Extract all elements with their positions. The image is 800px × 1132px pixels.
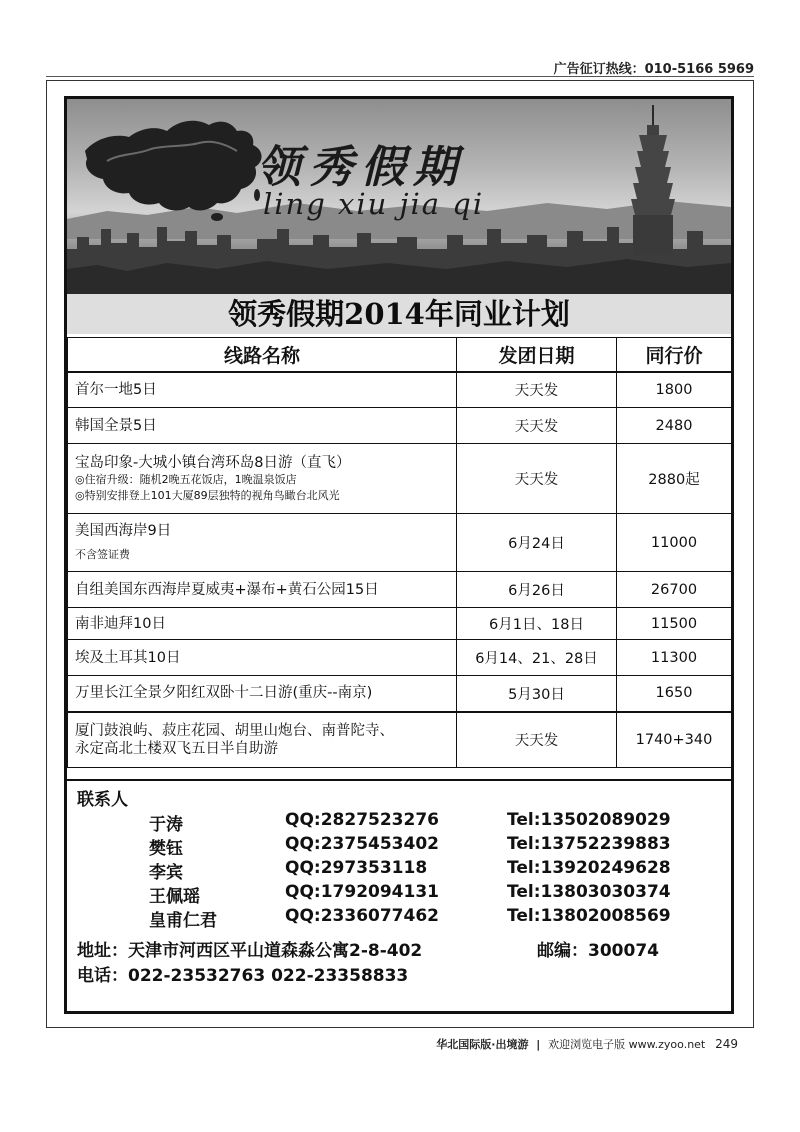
trade-price: 1740+340 <box>617 712 732 768</box>
page-footer <box>436 1036 738 1052</box>
table-row <box>68 640 732 676</box>
table-header-row <box>68 338 732 372</box>
contact-name: 李宾 <box>149 863 183 883</box>
china-map <box>85 121 262 211</box>
route-name: 万里长江全景夕阳红双卧十二日游(重庆--南京) <box>68 676 457 712</box>
route-name: 自组美国东西海岸夏威夷+瀑布+黄石公园15日 <box>68 572 457 608</box>
header-price: 同行价 <box>617 338 732 372</box>
route-name: 宝岛印象-大城小镇台湾环岛8日游（直飞） <box>75 454 351 471</box>
departure-date: 天天发 <box>457 444 617 514</box>
route-name: 南非迪拜10日 <box>68 608 457 640</box>
table-row <box>68 572 732 608</box>
brand-pinyin: ling xiu jia qi <box>263 187 485 221</box>
page-number: 249 <box>715 1037 738 1051</box>
table-row <box>68 408 732 444</box>
table-row <box>68 712 732 768</box>
ad-hotline: 广告征订热线：010-5166 5969 <box>553 62 754 77</box>
header-route: 线路名称 <box>68 338 457 372</box>
contact-zip: 邮编：300074 <box>537 941 659 961</box>
contact-phone: 电话：022-23532763 022-23358833 <box>77 966 409 986</box>
route-cell <box>68 514 457 572</box>
contact-section <box>67 779 731 1011</box>
route-cell <box>68 444 457 514</box>
departure-date: 6月26日 <box>457 572 617 608</box>
contact-tel: Tel:13802008569 <box>507 906 671 926</box>
edition-label: 华北国际版·出境游 <box>436 1038 529 1051</box>
contact-qq: QQ:2336077462 <box>285 906 439 926</box>
contact-title: 联系人 <box>77 790 128 810</box>
contact-tel: Tel:13752239883 <box>507 834 671 854</box>
table-row <box>68 444 732 514</box>
brand-name: 领秀假期 <box>257 142 465 193</box>
trade-price: 11500 <box>617 608 732 640</box>
header-rule <box>46 76 754 77</box>
departure-date: 6月24日 <box>457 514 617 572</box>
departure-date: 天天发 <box>457 372 617 408</box>
departure-date: 6月1日、18日 <box>457 608 617 640</box>
header-date: 发团日期 <box>457 338 617 372</box>
route-name: 韩国全景5日 <box>68 408 457 444</box>
route-note: ◎特别安排登上101大厦89层独特的视角鸟瞰台北风光 <box>75 488 340 502</box>
route-name-continued: 永定高北土楼双飞五日半自助游 <box>75 740 278 757</box>
contact-qq: QQ:2827523276 <box>285 810 439 830</box>
contact-name: 樊钰 <box>149 839 183 859</box>
contact-person <box>67 834 731 858</box>
contact-person <box>67 810 731 834</box>
taipei-101-tower <box>631 105 675 255</box>
departure-date: 天天发 <box>457 408 617 444</box>
contact-person <box>67 906 731 930</box>
advertisement <box>64 96 734 1014</box>
contact-name: 于涛 <box>149 815 183 835</box>
hainan-island <box>211 213 223 221</box>
route-table <box>67 337 732 768</box>
contact-person <box>67 858 731 882</box>
contact-name: 皇甫仁君 <box>149 911 217 931</box>
route-cell <box>68 712 457 768</box>
trade-price: 2880起 <box>617 444 732 514</box>
contact-person <box>67 882 731 906</box>
route-name: 美国西海岸9日 <box>75 522 172 539</box>
table-row <box>68 372 732 408</box>
trade-price: 2480 <box>617 408 732 444</box>
trade-price: 1800 <box>617 372 732 408</box>
contact-qq: QQ:1792094131 <box>285 882 439 902</box>
departure-date: 天天发 <box>457 712 617 768</box>
departure-date: 5月30日 <box>457 676 617 712</box>
trade-price: 1650 <box>617 676 732 712</box>
table-row <box>68 514 732 572</box>
contact-name: 王佩瑶 <box>149 887 200 907</box>
contact-address: 地址：天津市河西区平山道森淼公寓2-8-402 <box>77 941 423 961</box>
table-row <box>68 676 732 712</box>
table-row <box>68 608 732 640</box>
banner <box>67 99 731 294</box>
trade-price: 11000 <box>617 514 732 572</box>
website-link[interactable]: 欢迎浏览电子版 www.zyoo.net <box>548 1038 706 1051</box>
route-note: ◎住宿升级：随机2晚五花饭店，1晚温泉饭店 <box>75 472 297 486</box>
ad-title: 领秀假期2014年同业计划 <box>67 294 731 334</box>
route-name: 埃及土耳其10日 <box>68 640 457 676</box>
contact-qq: QQ:297353118 <box>285 858 428 878</box>
route-name: 厦门鼓浪屿、菽庄花园、胡里山炮台、南普陀寺、 <box>75 722 394 739</box>
trade-price: 11300 <box>617 640 732 676</box>
trade-price: 26700 <box>617 572 732 608</box>
contact-tel: Tel:13920249628 <box>507 858 671 878</box>
route-name: 首尔一地5日 <box>68 372 457 408</box>
footer-separator: | <box>536 1038 541 1051</box>
departure-date: 6月14、21、28日 <box>457 640 617 676</box>
contact-tel: Tel:13803030374 <box>507 882 671 902</box>
route-note: 不含签证费 <box>75 547 130 561</box>
city-foreground <box>67 259 731 294</box>
contact-qq: QQ:2375453402 <box>285 834 439 854</box>
contact-tel: Tel:13502089029 <box>507 810 671 830</box>
